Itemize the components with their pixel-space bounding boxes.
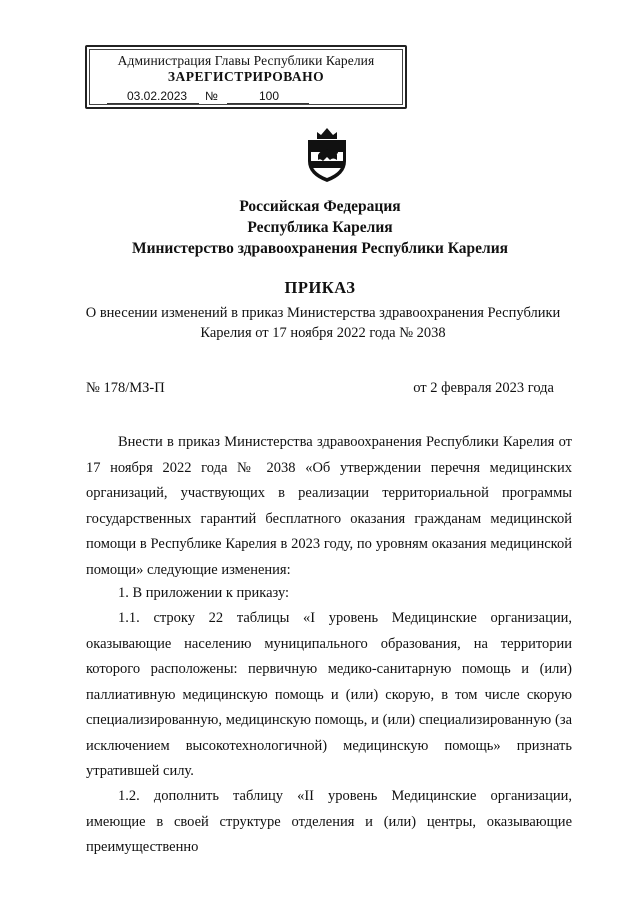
- stamp-number-underline: [227, 103, 309, 104]
- stamp-registered: ЗАРЕГИСТРИРОВАНО: [167, 69, 325, 84]
- stamp-number: 100: [259, 89, 280, 103]
- order-subject: О внесении изменений в приказ Министерства здравоохранения Республики Карелия от 17 ноября 2022 года № 2038: [85, 305, 561, 341]
- header-ministry: Министерство здравоохранения Республики Карелия: [131, 240, 509, 257]
- body-paragraph: Внести в приказ Министерства здравоохранения Республики Карелия от 17 ноября 2022 года № 2038 «Об утверждении перечня медицинских организаций, участвующих в реализации территориальной программы государственных гарантий бесплатного оказания гражданам медицинской помощи в Республике Карелия в 2023 году, по уровням оказания медицинской помощи» следующие изменения:: [86, 434, 572, 578]
- order-date: от 2 февраля 2023 года: [413, 380, 554, 396]
- header-republic: Республика Карелия: [247, 219, 393, 236]
- stamp-date-underline: [107, 103, 199, 104]
- stamp-registration-line: [87, 89, 405, 103]
- document-type: ПРИКАЗ: [284, 278, 356, 297]
- header-country: Российская Федерация: [239, 198, 401, 215]
- stamp-authority: Администрация Главы Республики Карелия: [117, 53, 375, 68]
- stamp-date: 03.02.2023: [127, 89, 188, 103]
- body-paragraph: 1.2. дополнить таблицу «II уровень Медицинские организации, имеющие в своей структуре отделения и (или) центры, оказывающие преимущественно: [86, 788, 572, 855]
- body-paragraph: 1. В приложении к приказу:: [118, 585, 290, 601]
- karelia-coat-of-arms-icon: [303, 127, 351, 183]
- stamp-number-sign: №: [205, 89, 218, 103]
- registration-stamp: [85, 45, 407, 109]
- order-number: № 178/МЗ-П: [86, 380, 165, 396]
- body-paragraph: 1.1. строку 22 таблицы «I уровень Медицинские организации, оказывающие населению муниципального образования, на территории которого расположены: первичную медико-санитарную помощь и (или) паллиативную медицинскую помощь и (или) скорую, в том числе скорую специализированную, медицинскую помощь, и (или) специализированную (за исключением высокотехнологичной) медицинскую помощь» признать утратившей силу.: [86, 610, 572, 779]
